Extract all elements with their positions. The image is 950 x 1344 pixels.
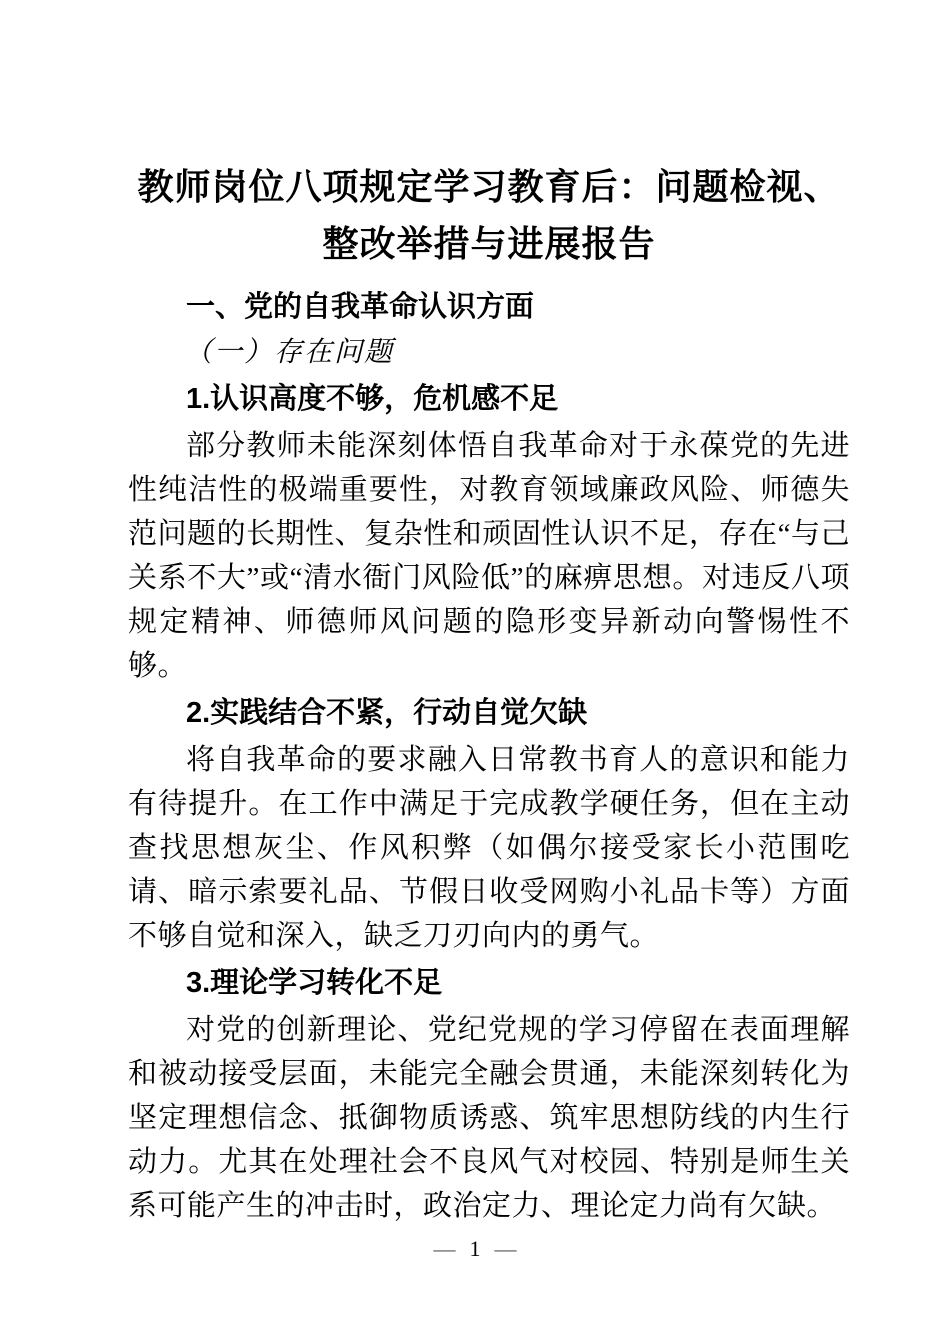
item-3-body: 对党的创新理论、党纪党规的学习停留在表面理解和被动接受层面，未能完全融会贯通，未能深刻转化为坚定理想信念、抵御物质诱惑、筑牢思想防线的内生行动力。尤其在处理社会不良风气对校园、特别是师生关系可能产生的冲击时，政治定力、理论定力尚有欠缺。	[128, 1014, 850, 1222]
problem-item-2	[128, 690, 850, 958]
document-content	[128, 0, 850, 1228]
page-footer	[0, 1234, 950, 1264]
item-1-body: 部分教师未能深刻体悟自我革命对于永葆党的先进性纯洁性的极端重要性，对教育领域廉政风险、师德失范问题的长期性、复杂性和顽固性认识不足，存在“与己关系不大”或“清水衙门风险低”的麻痹思想。对违反八项规定精神、师德师风问题的隐形变异新动向警惕性不够。	[128, 430, 850, 682]
problem-item-1	[128, 376, 850, 688]
footer-right-dash: —	[494, 1236, 517, 1261]
footer-left-dash: —	[433, 1236, 456, 1261]
item-2-heading: 2.实践结合不紧，行动自觉欠缺	[186, 697, 588, 729]
problem-item-3	[128, 960, 850, 1228]
subsection-heading-existing-problems: （一）存在问题	[184, 337, 395, 368]
page-number: 1	[469, 1236, 481, 1261]
item-1-heading: 1.认识高度不够，危机感不足	[186, 383, 559, 415]
section-heading-party-self-revolution: 一、党的自我革命认识方面	[186, 291, 535, 323]
document-title: 教师岗位八项规定学习教育后：问题检视、整改举措与进展报告	[137, 166, 841, 264]
item-2-body: 将自我革命的要求融入日常教书育人的意识和能力有待提升。在工作中满足于完成教学硬任务，但在主动查找思想灰尘、作风积弊（如偶尔接受家长小范围吃请、暗示索要礼品、节假日收受网购小礼品卡等）方面不够自觉和深入，缺乏刀刃向内的勇气。	[128, 744, 850, 952]
item-3-heading: 3.理论学习转化不足	[186, 967, 443, 999]
